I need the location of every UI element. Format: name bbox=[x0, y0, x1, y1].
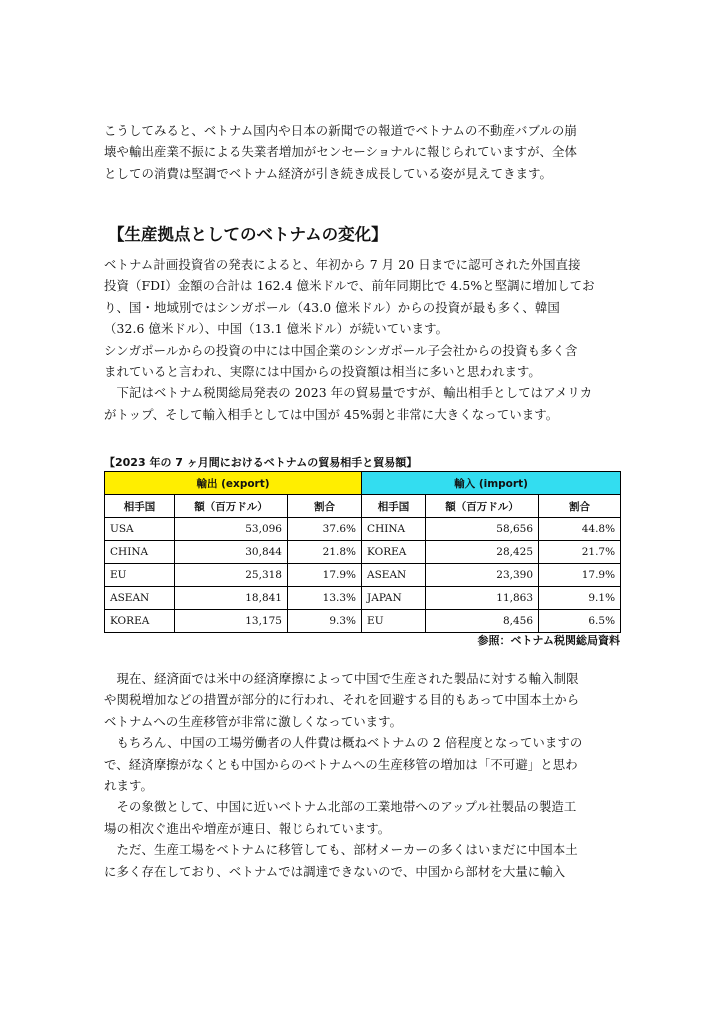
table-title: 【2023 年の 7 ヶ月間におけるベトナムの貿易相手と貿易額】 bbox=[104, 456, 418, 469]
import-amount: 58,656 bbox=[426, 518, 539, 541]
text-line: 下記はベトナム税関総局発表の 2023 年の貿易量ですが、輸出相手としてはアメリカ bbox=[104, 385, 593, 401]
text-line: に多く存在しており、ベトナムでは調達できないので、中国から部材を大量に輸入 bbox=[104, 863, 566, 879]
text-line: 投資（FDI）金額の合計は 162.4 億米ドルで、前年同期比で 4.5%と堅調に増加してお bbox=[104, 278, 595, 294]
export-country: ASEAN bbox=[105, 587, 175, 610]
import-country: JAPAN bbox=[362, 587, 426, 610]
import-country: ASEAN bbox=[362, 564, 426, 587]
export-amount: 53,096 bbox=[175, 518, 288, 541]
export-country: USA bbox=[105, 518, 175, 541]
section-paragraph bbox=[104, 254, 622, 425]
import-country: CHINA bbox=[362, 518, 426, 541]
text-line: ベトナムへの生産移管が非常に激しくなっています。 bbox=[104, 713, 403, 729]
text-line: り、国・地域別ではシンガポール（43.0 億米ドル）からの投資が最も多く、韓国 bbox=[104, 299, 560, 315]
export-share: 21.8% bbox=[288, 541, 362, 564]
intro-paragraph bbox=[104, 120, 622, 184]
export-share: 13.3% bbox=[288, 587, 362, 610]
text-line: まれていると言われ、実際には中国からの投資額は相当に多いと思われます。 bbox=[104, 364, 541, 380]
import-share: 9.1% bbox=[539, 587, 621, 610]
text-line: ベトナム計画投資省の発表によると、年初から 7 月 20 日までに認可された外国直接 bbox=[104, 257, 581, 272]
column-header-country: 相手国 bbox=[362, 495, 426, 518]
export-amount: 30,844 bbox=[175, 541, 288, 564]
import-amount: 23,390 bbox=[426, 564, 539, 587]
export-amount: 18,841 bbox=[175, 587, 288, 610]
text-line: （32.6 億米ドル）、中国（13.1 億米ドル）が続いています。 bbox=[104, 321, 449, 337]
table-row bbox=[105, 541, 621, 564]
text-line: ただ、生産工場をベトナムに移管しても、部材メーカーの多くはいまだに中国本土 bbox=[104, 842, 578, 858]
table-row bbox=[105, 587, 621, 610]
column-header-share: 割合 bbox=[288, 495, 362, 518]
import-amount: 28,425 bbox=[426, 541, 539, 564]
text-line: 場の相次ぐ進出や増産が連日、報じられています。 bbox=[104, 820, 391, 836]
import-share: 21.7% bbox=[539, 541, 621, 564]
text-line: がトップ、そして輸入相手としては中国が 45%弱と非常に大きくなっています。 bbox=[104, 406, 559, 422]
closing-paragraph bbox=[104, 668, 622, 882]
column-header-amount: 額（百万ドル） bbox=[426, 495, 539, 518]
export-country: KOREA bbox=[105, 610, 175, 633]
export-share: 9.3% bbox=[288, 610, 362, 633]
table-row bbox=[105, 518, 621, 541]
export-country: EU bbox=[105, 564, 175, 587]
import-country: KOREA bbox=[362, 541, 426, 564]
import-header: 輸入 (import) bbox=[362, 472, 621, 495]
table-row bbox=[105, 564, 621, 587]
text-line: こうしてみると、ベトナム国内や日本の新聞での報道でベトナムの不動産バブルの崩 bbox=[104, 123, 577, 138]
text-line: としての消費は堅調でベトナム経済が引き続き成長している姿が見えてきます。 bbox=[104, 165, 553, 181]
import-country: EU bbox=[362, 610, 426, 633]
text-line: もちろん、中国の工場労働者の人件費は概ねベトナムの 2 倍程度となっていますの bbox=[104, 735, 583, 751]
import-share: 6.5% bbox=[539, 610, 621, 633]
table-row bbox=[105, 610, 621, 633]
export-share: 37.6% bbox=[288, 518, 362, 541]
text-line: 現在、経済面では米中の経済摩擦によって中国で生産された製品に対する輸入制限 bbox=[104, 671, 579, 686]
text-line: 壊や輸出産業不振による失業者増加がセンセーショナルに報じられていますが、全体 bbox=[104, 144, 578, 160]
text-line: れます。 bbox=[104, 778, 153, 794]
import-amount: 11,863 bbox=[426, 587, 539, 610]
text-line: その象徴として、中国に近いベトナム北部の工業地帯へのアップル社製品の製造工 bbox=[104, 799, 577, 815]
export-header: 輸出 (export) bbox=[105, 472, 362, 495]
export-country: CHINA bbox=[105, 541, 175, 564]
trade-table bbox=[104, 471, 621, 633]
export-amount: 13,175 bbox=[175, 610, 288, 633]
export-amount: 25,318 bbox=[175, 564, 288, 587]
import-share: 17.9% bbox=[539, 564, 621, 587]
text-line: や関税増加などの措置が部分的に行われ、それを回避する目的もあって中国本土から bbox=[104, 692, 580, 708]
source-note: 参照：ベトナム税関総局資料 bbox=[477, 634, 620, 647]
column-header-share: 割合 bbox=[539, 495, 621, 518]
text-line: シンガポールからの投資の中には中国企業のシンガポール子会社からの投資も多く含 bbox=[104, 342, 578, 358]
import-amount: 8,456 bbox=[426, 610, 539, 633]
text-line: で、経済摩擦がなくとも中国からのベトナムへの生産移管の増加は「不可避」と思わ bbox=[104, 756, 578, 772]
import-share: 44.8% bbox=[539, 518, 621, 541]
export-share: 17.9% bbox=[288, 564, 362, 587]
column-header-amount: 額（百万ドル） bbox=[175, 495, 288, 518]
section-heading: 【生産拠点としてのベトナムの変化】 bbox=[108, 225, 388, 244]
column-header-country: 相手国 bbox=[105, 495, 175, 518]
